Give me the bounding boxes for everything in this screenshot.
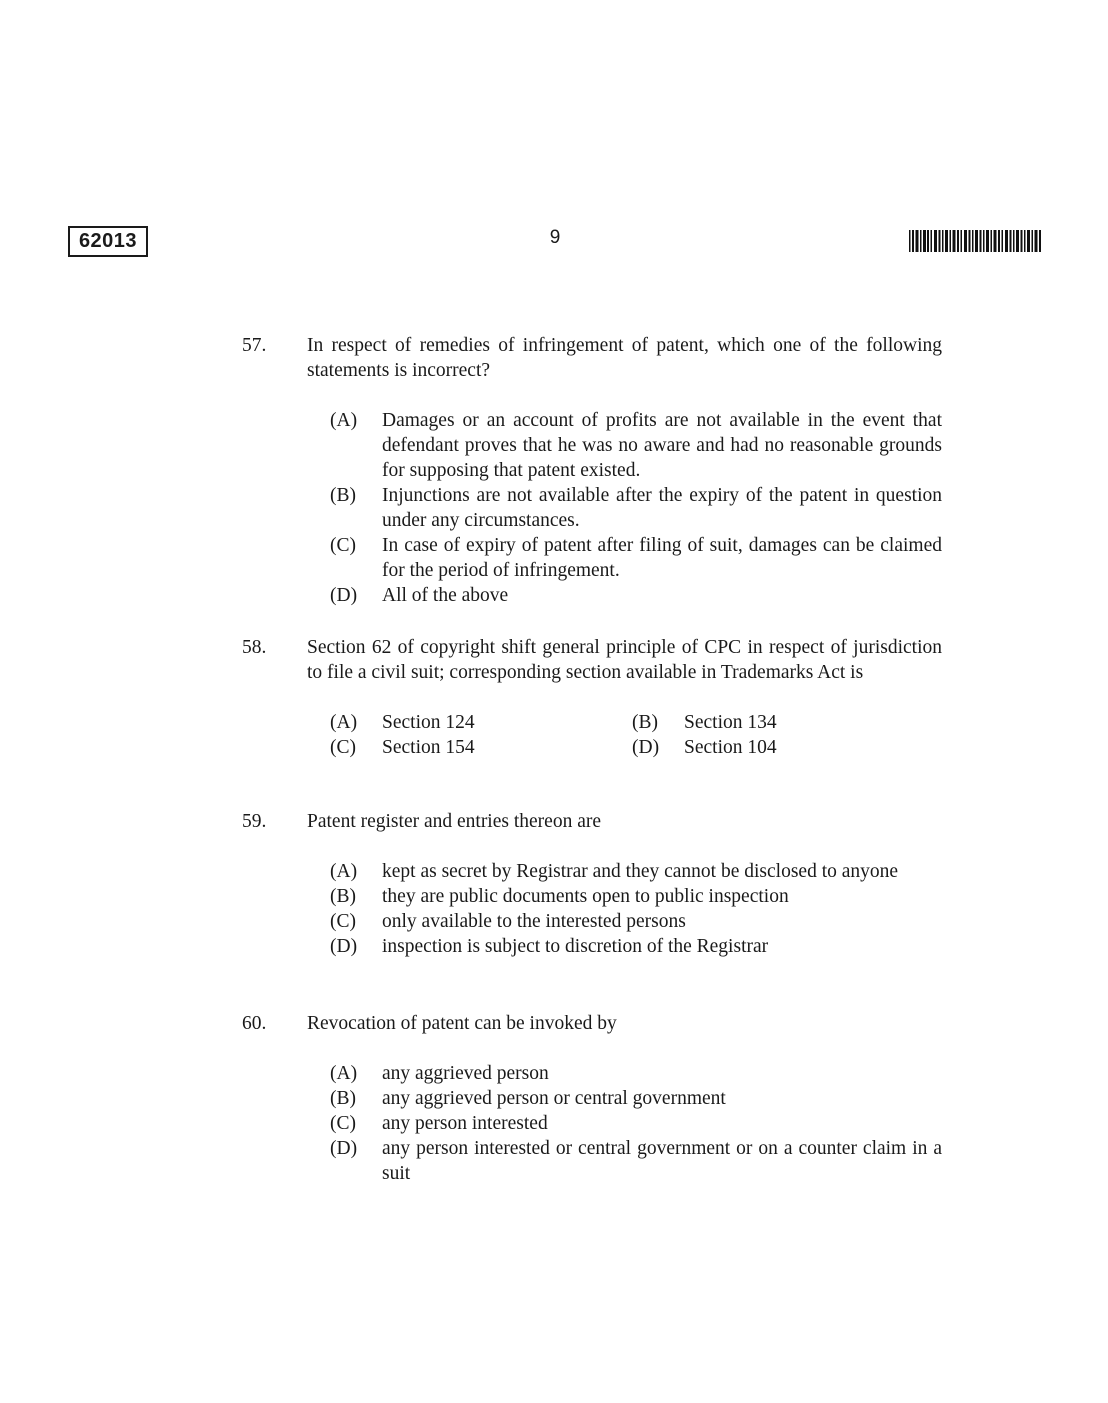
options-grid	[330, 710, 942, 760]
option-b	[330, 483, 942, 533]
option-d	[330, 1136, 942, 1186]
option-text: Injunctions are not available after the expiry of the patent in question under any circumstances.	[382, 485, 942, 531]
option-text: any person interested or central government or on a counter claim in a suit	[382, 1138, 942, 1184]
option-label: (A)	[330, 410, 358, 431]
option-d	[330, 583, 942, 608]
option-c	[330, 735, 632, 760]
option-c	[330, 533, 942, 583]
option-label: (D)	[632, 737, 660, 758]
option-c	[330, 1111, 942, 1136]
question-57	[242, 333, 942, 608]
option-label: (A)	[330, 1063, 358, 1084]
paper-code-box: 62013	[68, 226, 148, 257]
page-header	[0, 226, 1108, 266]
page-number: 9	[549, 227, 561, 248]
option-text: All of the above	[382, 585, 509, 606]
option-label: (C)	[330, 737, 356, 758]
question-number: 57.	[242, 335, 267, 356]
question-60	[242, 1011, 942, 1186]
option-text: Damages or an account of profits are not available in the event that defendant proves that he was no aware and had no reasonable grounds for supposing that patent existed.	[382, 410, 942, 481]
option-text: In case of expiry of patent after filing of suit, damages can be claimed for the period of infringement.	[382, 535, 942, 581]
question-59	[242, 809, 942, 959]
option-a	[330, 408, 942, 483]
option-label: (C)	[330, 1113, 356, 1134]
question-number: 58.	[242, 637, 267, 658]
option-text: kept as secret by Registrar and they cannot be disclosed to anyone	[382, 861, 899, 882]
option-a	[330, 859, 942, 884]
question-number: 60.	[242, 1013, 267, 1034]
option-text: Section 124	[382, 712, 475, 733]
option-text: Section 134	[684, 712, 777, 733]
question-58	[242, 635, 942, 760]
option-b	[330, 1086, 942, 1111]
option-d	[632, 735, 832, 760]
option-b	[330, 884, 942, 909]
options-list	[330, 1061, 942, 1186]
option-text: any aggrieved person or central government	[382, 1088, 726, 1109]
option-label: (C)	[330, 535, 356, 556]
option-label: (B)	[330, 886, 356, 907]
option-d	[330, 934, 942, 959]
question-text: Revocation of patent can be invoked by	[307, 1013, 617, 1034]
option-text: only available to the interested persons	[382, 911, 686, 932]
option-text: any person interested	[382, 1113, 548, 1134]
question-text: In respect of remedies of infringement of patent, which one of the following statements is incorrect?	[307, 335, 942, 381]
option-a	[330, 710, 632, 735]
option-c	[330, 909, 942, 934]
option-label: (A)	[330, 712, 358, 733]
option-label: (D)	[330, 1138, 358, 1159]
option-a	[330, 1061, 942, 1086]
option-label: (A)	[330, 861, 358, 882]
option-text: any aggrieved person	[382, 1063, 549, 1084]
option-text: Section 154	[382, 737, 475, 758]
options-list	[330, 408, 942, 608]
options-list	[330, 859, 942, 959]
barcode-icon	[909, 230, 1043, 252]
option-label: (C)	[330, 911, 356, 932]
question-text: Section 62 of copyright shift general principle of CPC in respect of jurisdiction to file a civil suit; corresponding section available in Trademarks Act is	[307, 637, 942, 683]
option-text: inspection is subject to discretion of the Registrar	[382, 936, 769, 957]
option-label: (D)	[330, 585, 358, 606]
option-label: (D)	[330, 936, 358, 957]
option-label: (B)	[330, 485, 356, 506]
option-b	[632, 710, 832, 735]
option-text: they are public documents open to public inspection	[382, 886, 789, 907]
option-text: Section 104	[684, 737, 777, 758]
option-label: (B)	[632, 712, 658, 733]
question-number: 59.	[242, 811, 267, 832]
question-text: Patent register and entries thereon are	[307, 811, 601, 832]
option-label: (B)	[330, 1088, 356, 1109]
